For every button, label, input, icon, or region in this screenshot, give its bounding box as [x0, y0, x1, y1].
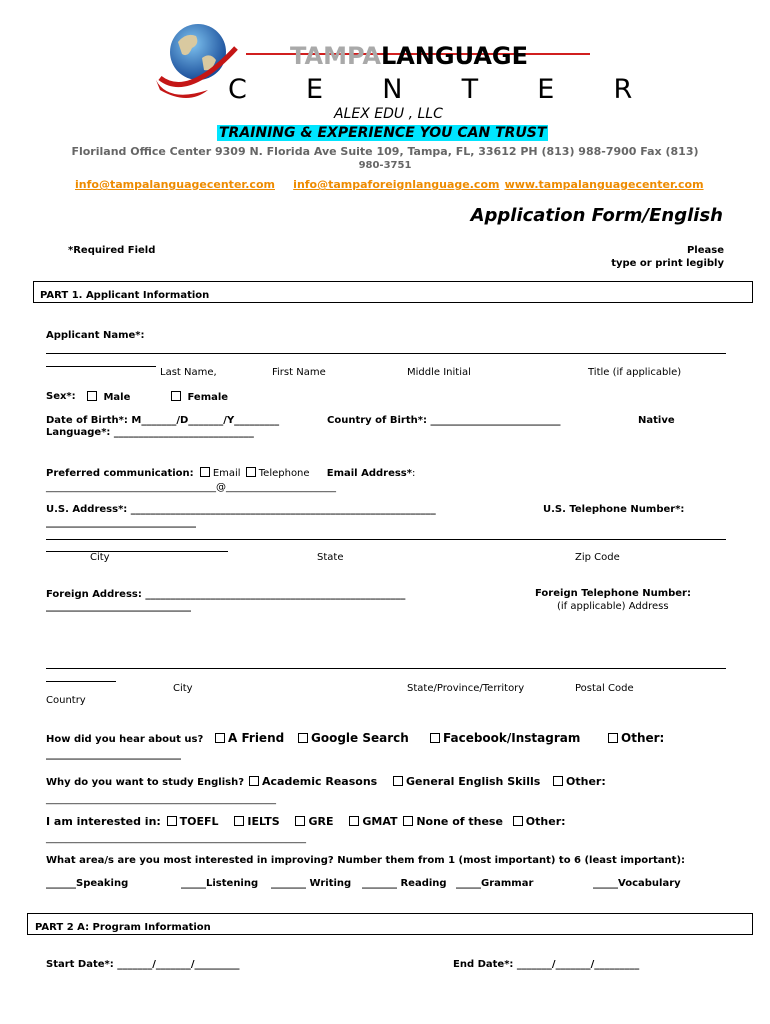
sex-label: Sex*:: [46, 391, 76, 402]
why-opt-other[interactable]: [553, 775, 606, 788]
foreign-address-line-3[interactable]: [46, 668, 726, 669]
applicant-name-field-cont[interactable]: [46, 366, 156, 367]
hear-facebook-label: Facebook/Instagram: [443, 731, 581, 745]
interest-question: I am interested in:: [46, 815, 161, 828]
pref-phone-label: Telephone: [258, 468, 310, 479]
hear-facebook-checkbox[interactable]: [430, 733, 440, 743]
col-last-name: Last Name,: [160, 367, 217, 378]
foreign-address-line-3-cont[interactable]: [46, 681, 116, 682]
applicant-name-label: Applicant Name*:: [46, 330, 145, 341]
interest-other-field[interactable]: ____________________________________________________: [46, 833, 306, 844]
improve-writing-field[interactable]: _______ Writing: [271, 878, 352, 889]
brand-title: [290, 42, 528, 70]
improve-grammar-field[interactable]: _____Grammar: [456, 878, 534, 889]
start-date-field[interactable]: Start Date*: _______/_______/_________: [46, 959, 240, 970]
hear-friend-label: A Friend: [228, 731, 285, 745]
country-label: Country: [46, 695, 86, 706]
pref-comm-row: Preferred communication: Email Telephone Email Address*:: [46, 468, 416, 479]
interest-gre-checkbox[interactable]: [295, 816, 305, 826]
form-title: Application Form/English: [470, 205, 723, 226]
pref-email-label: Email: [212, 468, 241, 479]
us-phone-label: U.S. Telephone Number*:: [543, 504, 685, 515]
us-address-field[interactable]: U.S. Address*: _____________________________________________________________: [46, 504, 436, 515]
country-birth-field[interactable]: Country of Birth*: __________________________: [327, 415, 561, 426]
hear-opt-facebook[interactable]: [430, 731, 580, 745]
contact-links: [75, 173, 704, 192]
please-note: Please: [686, 245, 724, 256]
foreign-phone-label: Foreign Telephone Number:: [535, 588, 691, 599]
pref-email-checkbox[interactable]: [200, 467, 210, 477]
part1-title: PART 1. Applicant Information: [40, 290, 210, 301]
interest-gmat-checkbox[interactable]: [349, 816, 359, 826]
company-name: ALEX EDU , LLC: [334, 106, 443, 122]
foreign-col-state: State/Province/Territory: [407, 683, 525, 694]
why-question: Why do you want to study English?: [46, 777, 244, 788]
email-link-2[interactable]: info@tampaforeignlanguage.com: [293, 178, 500, 191]
foreign-address-field[interactable]: Foreign Address: ____________________________________________________: [46, 589, 406, 600]
male-checkbox[interactable]: [87, 391, 97, 401]
website-link[interactable]: www.tampalanguagecenter.com: [504, 178, 704, 191]
applicant-name-field[interactable]: [46, 353, 726, 354]
us-col-city: City: [90, 552, 110, 563]
col-title: Title (if applicable): [588, 367, 682, 378]
interest-other-label: Other:: [525, 815, 566, 828]
why-opt-general[interactable]: [393, 775, 540, 788]
us-address-line-2[interactable]: [46, 539, 726, 540]
legibly-note: type or print legibly: [611, 258, 724, 269]
hear-other-label: Other:: [621, 731, 665, 745]
female-checkbox[interactable]: [171, 391, 181, 401]
hear-friend-checkbox[interactable]: [215, 733, 225, 743]
us-col-state: State: [317, 552, 344, 563]
why-other-field[interactable]: ______________________________________________: [46, 794, 276, 805]
pref-comm-label: Preferred communication:: [46, 468, 194, 479]
why-other-checkbox[interactable]: [553, 776, 563, 786]
why-academic-checkbox[interactable]: [249, 776, 259, 786]
pref-phone-checkbox[interactable]: [246, 467, 256, 477]
end-date-field[interactable]: End Date*: _______/_______/_________: [453, 959, 640, 970]
brand-language: LANGUAGE: [380, 42, 529, 70]
dob-field[interactable]: Date of Birth*: M_______/D_______/Y_________: [46, 415, 280, 426]
email-address-label: Email Address*: [326, 468, 412, 479]
address-line-1: Floriland Office Center 9309 N. Florida Ave Suite 109, Tampa, FL, 33612 PH (813) 988-7900 Fax (813): [71, 145, 699, 158]
language-field[interactable]: Language*: ____________________________: [46, 427, 254, 438]
improve-question: What area/s are you most interested in improving? Number them from 1 (most important) to 6 (least important):: [46, 855, 686, 866]
slogan: TRAINING & EXPERIENCE YOU CAN TRUST: [219, 125, 547, 141]
us-address-line-2-cont[interactable]: [46, 551, 228, 552]
why-opt-academic[interactable]: [249, 775, 377, 788]
us-col-zip: Zip Code: [575, 552, 620, 563]
part2-title: PART 2 A: Program Information: [35, 922, 211, 933]
interest-gmat-label: GMAT: [362, 815, 398, 828]
col-middle-initial: Middle Initial: [407, 367, 471, 378]
foreign-col-city: City: [173, 683, 193, 694]
us-phone-field[interactable]: ______________________________: [46, 517, 196, 528]
interest-toefl-checkbox[interactable]: [167, 816, 177, 826]
hear-google-label: Google Search: [311, 731, 409, 745]
female-label: Female: [187, 392, 229, 403]
hear-question: How did you hear about us?: [46, 734, 204, 745]
email-link-1[interactable]: info@tampalanguagecenter.com: [75, 178, 275, 191]
sex-female-option[interactable]: [171, 391, 228, 403]
interest-none-checkbox[interactable]: [403, 816, 413, 826]
why-general-checkbox[interactable]: [393, 776, 403, 786]
hear-opt-google[interactable]: [298, 731, 409, 745]
interest-other-checkbox[interactable]: [513, 816, 523, 826]
interest-toefl-label: TOEFL: [179, 815, 219, 828]
interest-row: [46, 815, 566, 828]
address-line-2: 980-3751: [358, 160, 412, 171]
hear-opt-friend[interactable]: [215, 731, 284, 745]
foreign-phone-note: (if applicable) Address: [557, 601, 669, 612]
foreign-col-postal: Postal Code: [575, 683, 634, 694]
improve-reading-field[interactable]: _______ Reading: [362, 878, 447, 889]
hear-opt-other[interactable]: [608, 731, 664, 745]
interest-ielts-label: IELTS: [247, 815, 280, 828]
brand-tampa: TAMPA: [290, 42, 381, 70]
why-other-label: Other:: [566, 775, 606, 788]
col-first-name: First Name: [272, 367, 326, 378]
improve-speaking-field[interactable]: ______Speaking: [46, 878, 129, 889]
why-general-label: General English Skills: [406, 775, 541, 788]
native-label: Native: [638, 415, 675, 426]
hear-other-field[interactable]: ___________________________: [46, 749, 181, 760]
hear-other-checkbox[interactable]: [608, 733, 618, 743]
male-label: Male: [103, 392, 131, 403]
interest-gre-label: GRE: [308, 815, 334, 828]
why-academic-label: Academic Reasons: [262, 775, 378, 788]
sex-male-option[interactable]: [87, 391, 130, 403]
foreign-line-2[interactable]: _____________________________: [46, 601, 191, 612]
required-note: *Required Field: [68, 245, 156, 256]
interest-ielts-checkbox[interactable]: [234, 816, 244, 826]
improve-listening-field[interactable]: _____Listening: [181, 878, 259, 889]
interest-none-label: None of these: [416, 815, 503, 828]
hear-google-checkbox[interactable]: [298, 733, 308, 743]
improve-vocabulary-field[interactable]: _____Vocabulary: [593, 878, 681, 889]
email-address-field[interactable]: __________________________________@______________________: [46, 482, 336, 493]
brand-center: C E N T E R: [228, 74, 647, 105]
